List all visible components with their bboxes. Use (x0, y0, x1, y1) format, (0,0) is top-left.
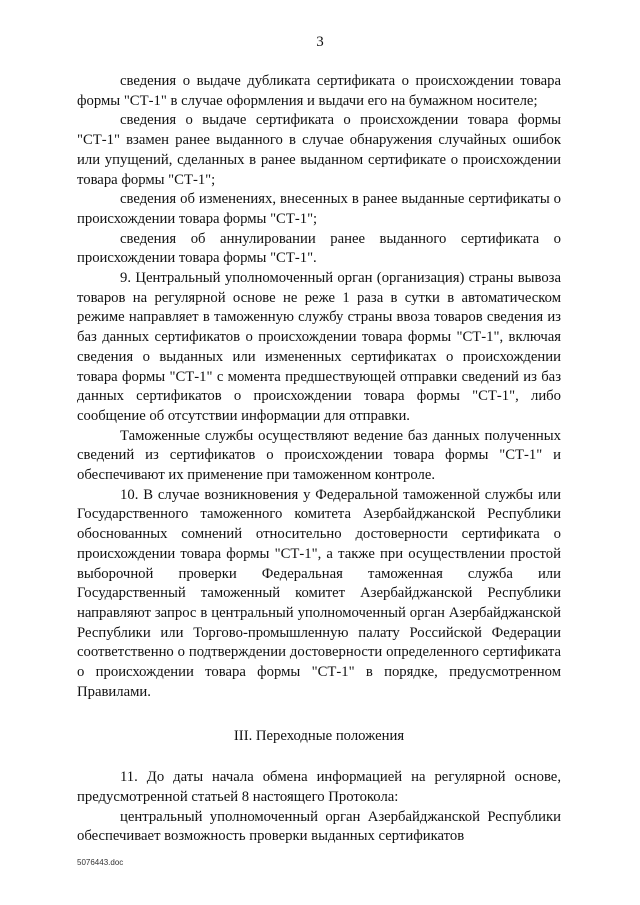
footer-filename: 5076443.doc (77, 858, 124, 867)
paragraph-customs-databases: Таможенные службы осуществляют ведение баз данных полученных сведений из сертификатов о происхождении товара формы "СТ-1" и обеспечивают их применение при таможенном контроле. (77, 427, 561, 484)
paragraph-item-11: 11. До даты начала обмена информацией на регулярной основе, предусмотренной статьей 8 настоящего Протокола: (77, 769, 561, 805)
section-heading: III. Переходные положения (233, 727, 405, 744)
paragraph-certificate-cancellation: сведения об аннулировании ранее выданного сертификата о происхождении товара формы "СТ-1". (77, 230, 561, 267)
paragraph-central-authority: центральный уполномоченный орган Азербайджанской Республики обеспечивает возможность проверки выданных сертификатов (77, 808, 561, 845)
paragraph-item-10: 10. В случае возникновения у Федеральной таможенной службы или Государственного таможенного комитета Азербайджанской Республики обоснованных сомнений относительно достоверности сертификата о происхождении товара формы "СТ-1", а также при осуществлении простой выборочной проверки Федеральная таможенная служба или Государственный таможенный комитет Азербайджанской Республики направляют запрос в центральный уполномоченный орган Азербайджанской Республики или Торгово-промышленную палату Российской Федерации соответственно о подтверждении достоверности определенного сертификата о происхождении товара формы "СТ-1" в порядке, предусмотренном Правилами. (77, 486, 561, 700)
paragraph-item-9: 9. Центральный уполномоченный орган (организация) страны вывоза товаров на регулярной основе не реже 1 раза в сутки в автоматическом режиме направляет в таможенную службу страны ввоза товаров сведения из баз данных сертификатов о происхождении товара формы "СТ-1", включая сведения о выданных или измененных сертификатах о происхождении товара формы "СТ-1" с момента предшествующей отправки сведений из баз данных сертификатов о происхождении товара формы "СТ-1", либо сообщение об отсутствии информации для отправки. (77, 270, 561, 424)
paragraph-replacement-certificate: сведения о выдаче сертификата о происхождении товара формы "СТ-1" взамен ранее выданного в случае обнаружения случайных ошибок или упущений, сделанных в ранее выданном сертификате о происхождении товара формы "СТ-1"; (77, 112, 561, 188)
paragraph-certificate-changes: сведения об изменениях, внесенных в ранее выданные сертификаты о происхождении товара формы "СТ-1"; (77, 191, 561, 227)
paragraph-duplicate-certificate: сведения о выдаче дубликата сертификата о происхождении товара формы "СТ-1" в случае оформления и выдачи его на бумажном носителе; (77, 73, 561, 109)
page-number: 3 (316, 34, 324, 50)
document-body (77, 72, 561, 847)
